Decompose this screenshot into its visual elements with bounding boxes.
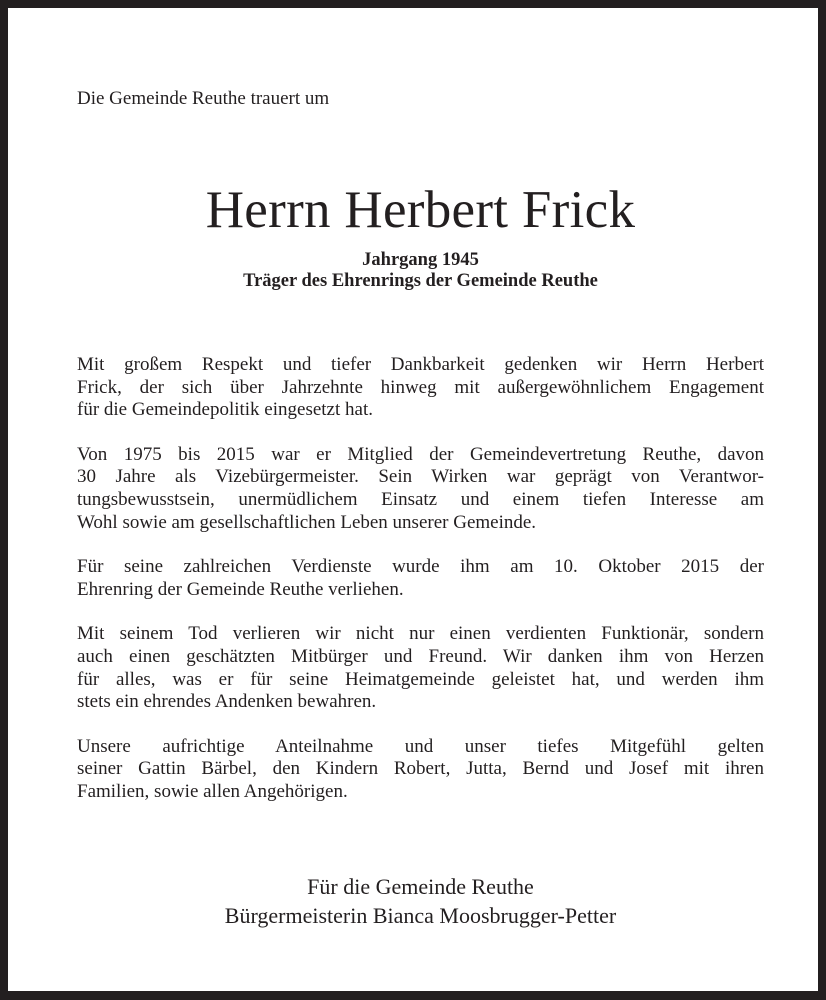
text-line: stets ein ehrendes Andenken bewahren. <box>77 691 377 713</box>
text-line: für alles, was er für seine Heimatgemeinde geleistet hat, und werden ihm <box>77 668 764 690</box>
paragraph-career <box>77 444 764 534</box>
subtitle <box>77 250 764 292</box>
signature-organization: Für die Gemeinde Reuthe <box>307 874 534 899</box>
paragraph-gratitude <box>77 623 764 713</box>
paragraph-respect <box>77 354 764 422</box>
text-line: Mit großem Respekt und tiefer Dankbarkeit gedenken wir Herrn Herbert <box>77 354 764 375</box>
text-line: Von 1975 bis 2015 war er Mitglied der Gemeindevertretung Reuthe, davon <box>77 443 764 465</box>
signature-mayor: Bürgermeisterin Bianca Moosbrugger-Petter <box>224 903 617 928</box>
text-line: Familien, sowie allen Angehörigen. <box>77 780 348 802</box>
obituary-body <box>77 354 764 826</box>
text-line: Frick, der sich über Jahrzehnte hinweg mit außergewöhnlichem Engagement <box>77 376 764 398</box>
text-line: Wohl sowie am gesellschaftlichen Leben unserer Gemeinde. <box>77 511 537 533</box>
text-line: 30 Jahre als Vizebürgermeister. Sein Wirken war geprägt von Verantwor- <box>77 466 764 488</box>
paragraph-condolences <box>77 736 764 804</box>
text-line: Ehrenring der Gemeinde Reuthe verliehen. <box>77 578 404 600</box>
text-line: auch einen geschätzten Mitbürger und Freund. Wir danken ihm von Herzen <box>77 645 764 667</box>
text-line: für die Gemeindepolitik eingesetzt hat. <box>77 399 373 421</box>
birth-year: Jahrgang 1945 <box>362 250 479 270</box>
paragraph-honor <box>77 556 764 601</box>
text-line: tungsbewusstsein, unermüdlichem Einsatz und einem tiefen Interesse am <box>77 488 764 510</box>
signature-block <box>77 872 764 930</box>
text-line: Mit seinem Tod verlieren wir nicht nur einen verdienten Funktionär, sondern <box>77 623 764 645</box>
text-line: seiner Gattin Bärbel, den Kindern Robert, Jutta, Bernd und Josef mit ihren <box>77 758 764 780</box>
deceased-name: Herrn Herbert Frick <box>205 181 636 239</box>
text-line: Für seine zahlreichen Verdienste wurde ihm am 10. Oktober 2015 der <box>77 556 764 578</box>
honor-title: Träger des Ehrenrings der Gemeinde Reuthe <box>243 271 598 291</box>
intro-text: Die Gemeinde Reuthe trauert um <box>77 88 330 109</box>
text-line: Unsere aufrichtige Anteilnahme und unser tiefes Mitgefühl gelten <box>77 735 764 757</box>
